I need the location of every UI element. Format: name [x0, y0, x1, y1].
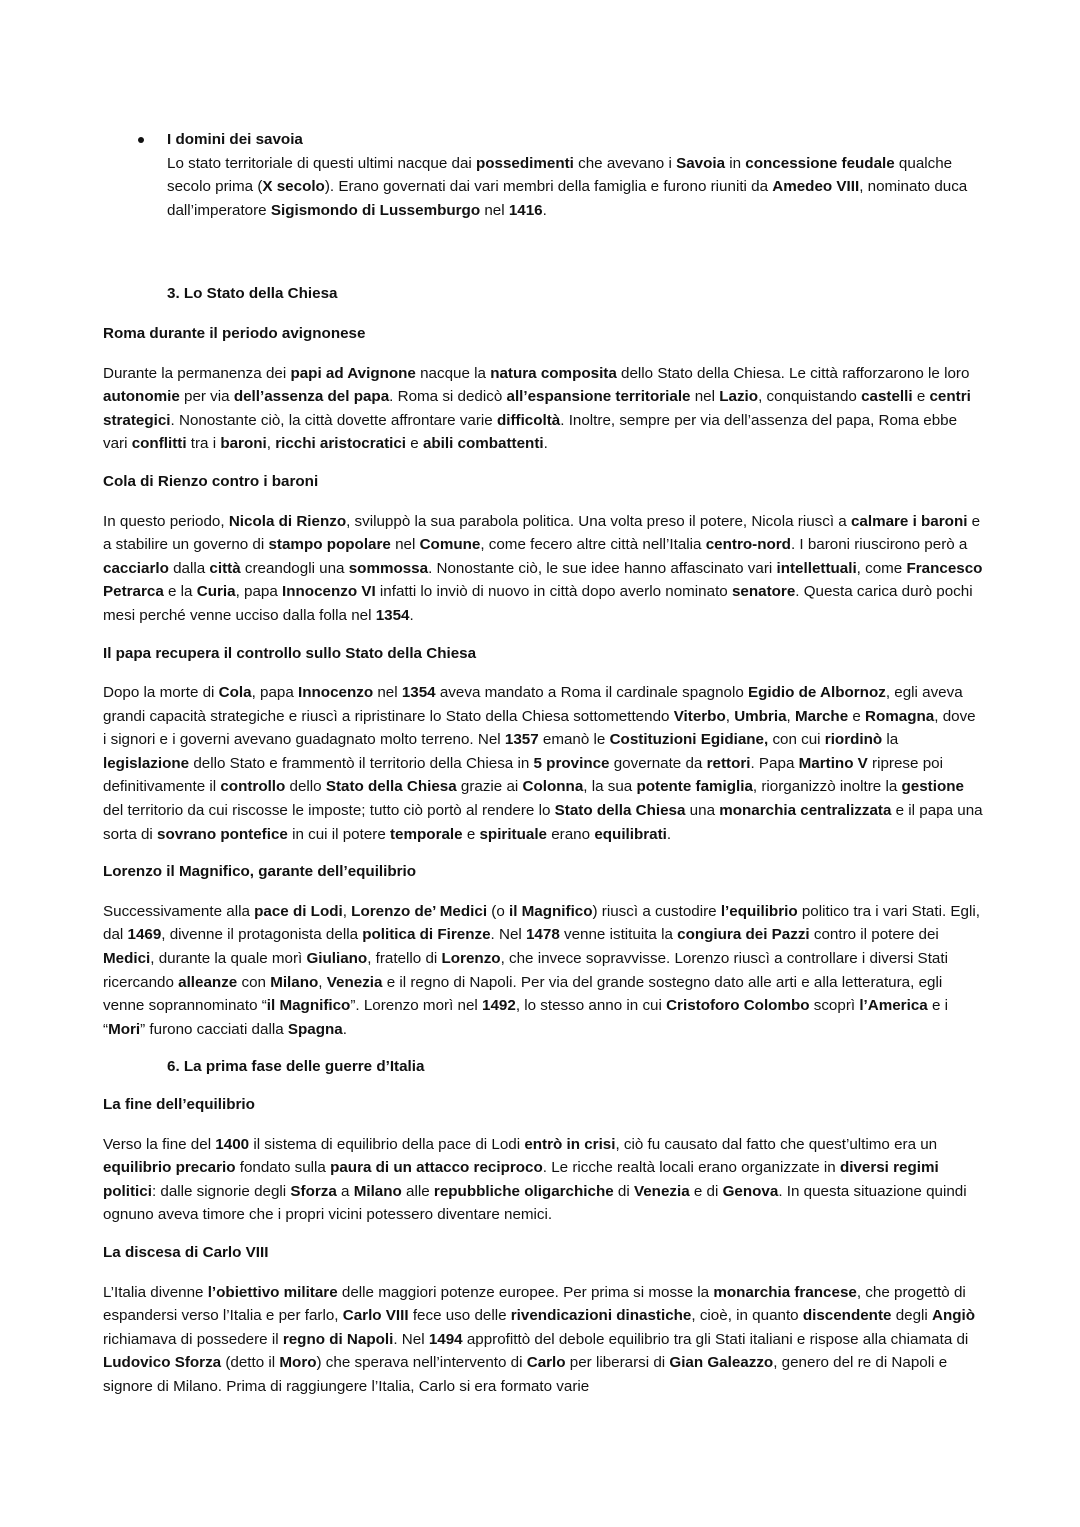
- bullet-icon: [138, 137, 144, 143]
- heading-lorenzo: Lorenzo il Magnifico, garante dell’equilibrio: [103, 863, 417, 881]
- heading-cola: Cola di Rienzo contro i baroni: [103, 472, 319, 490]
- heading-avignone: Roma durante il periodo avignonese: [103, 324, 366, 342]
- paragraph-cola: In questo periodo, Nicola di Rienzo, sviluppò la sua parabola politica. Una volta preso il potere, Nicola riuscì a calmare i baroni e a stabilire un governo di stampo popolare nel Comune, come fecero altre città nell’Italia centro-nord. I baroni riuscirono però a cacciarlo dalla città creandogli una sommossa. Nonostante ciò, le sue idee hanno affascinato vari intellettuali, come Francesco Petrarca e la Curia, papa Innocenzo VI infatti lo inviò di nuovo in città dopo averlo nominato senatore. Questa carica durò pochi mesi perché venne ucciso dalla folla nel 1354.: [103, 512, 983, 624]
- paragraph-carlo: L’Italia divenne l’obiettivo militare delle maggiori potenze europee. Per prima si mosse la monarchia francese, che progettò di espandersi verso l’Italia e per farlo, Carlo VIII fece uso delle rivendicazioni dinastiche, cioè, in quanto discendente degli Angiò richiamava di possedere il regno di Napoli. Nel 1494 approfittò del debole equilibrio tra gli Stati italiani e rispose alla chiamata di Ludovico Sforza (detto il Moro) che sperava nell’intervento di Carlo per liberarsi di Gian Galeazzo, genero del re di Napoli e signore di Milano. Prima di raggiungere l’Italia, Carlo si era formato varie: [103, 1283, 976, 1395]
- bullet-text: Lo stato territoriale di questi ultimi nacque dai possedimenti che avevano i Savoia in concessione feudale qualche secolo prima (X secolo). Erano governati dai vari membri della famiglia e furono riuniti da Amedeo VIII, nominato duca dall’imperatore Sigismondo di Lussemburgo nel 1416.: [167, 154, 968, 219]
- paragraph-papa: Dopo la morte di Cola, papa Innocenzo nel 1354 aveva mandato a Roma il cardinale spagnolo Egidio de Albornoz, egli aveva grandi capacità strategiche e riuscì a ripristinare lo Stato della Chiesa sottomettendo Viterbo, Umbria, Marche e Romagna, dove i signori e i governi avevano guadagnato molto terreno. Nel 1357 emanò le Costituzioni Egidiane, con cui riordinò la legislazione dello Stato e frammentò il territorio della Chiesa in 5 province governate da rettori. Papa Martino V riprese poi definitivamente il controllo dello Stato della Chiesa grazie ai Colonna, la sua potente famiglia, riorganizzò inoltre la gestione del territorio da cui riscosse le imposte; tutto ciò portò al rendere lo Stato della Chiesa una monarchia centralizzata e il papa una sorta di sovrano pontefice in cui il potere temporale e spirituale erano equilibrati.: [103, 684, 983, 843]
- document-page: [103, 128, 983, 1401]
- paragraph-fine: Verso la fine del 1400 il sistema di equilibrio della pace di Lodi entrò in crisi, ciò fu causato dal fatto che quest’ultimo era un equilibrio precario fondato sulla paura di un attacco reciproco. Le ricche realtà locali erano organizzate in diversi regimi politici: dalle signorie degli Sforza a Milano alle repubbliche oligarchiche di Venezia e di Genova. In questa situazione quindi ognuno aveva timore che i propri vicini potessero diventare nemici.: [103, 1135, 967, 1224]
- paragraph-lorenzo: Successivamente alla pace di Lodi, Lorenzo de’ Medici (o il Magnifico) riuscì a custodire l’equilibrio politico tra i vari Stati. Egli, dal 1469, divenne il protagonista della politica di Firenze. Nel 1478 venne istituita la congiura dei Pazzi contro il potere dei Medici, durante la quale morì Giuliano, fratello di Lorenzo, che invece sopravvisse. Lorenzo riuscì a controllare i diversi Stati ricercando alleanze con Milano, Venezia e il regno di Napoli. Per via del grande sostegno dato alle arti e alla letteratura, egli venne soprannominato “il Magnifico”. Lorenzo morì nel 1492, lo stesso anno in cui Cristoforo Colombo scoprì l’America e i “Mori” furono cacciati dalla Spagna.: [103, 902, 980, 1038]
- section-title-6: 6. La prima fase delle guerre d’Italia: [167, 1058, 425, 1076]
- section-title-3: 3. Lo Stato della Chiesa: [167, 285, 338, 303]
- bullet-title: I domini dei savoia: [167, 131, 303, 148]
- paragraph-avignone: Durante la permanenza dei papi ad Avignone nacque la natura composita dello Stato della Chiesa. Le città rafforzarono le loro autonomie per via dell’assenza del papa. Roma si dedicò all’espansione territoriale nel Lazio, conquistando castelli e centri strategici. Nonostante ciò, la città dovette affrontare varie difficoltà. Inoltre, sempre per via dell’assenza del papa, Roma ebbe vari conflitti tra i baroni, ricchi aristocratici e abili combattenti.: [103, 364, 971, 453]
- heading-papa: Il papa recupera il controllo sullo Stato della Chiesa: [103, 644, 477, 662]
- heading-carlo: La discesa di Carlo VIII: [103, 1243, 269, 1261]
- bullet-item-savoia: [103, 128, 983, 222]
- heading-fine: La fine dell’equilibrio: [103, 1096, 255, 1113]
